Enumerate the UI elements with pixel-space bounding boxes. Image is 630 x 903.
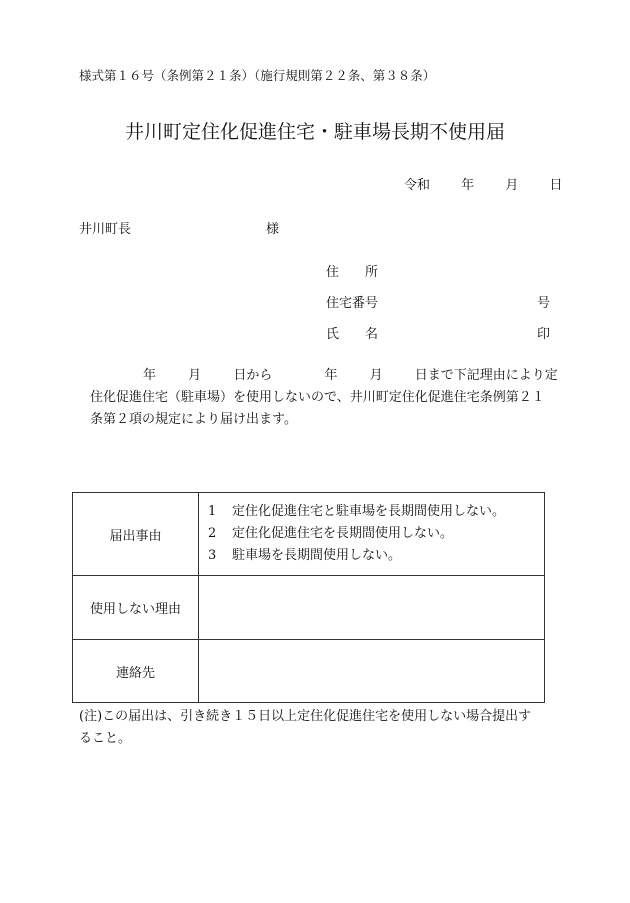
table-header-reason: 届出事由: [73, 493, 199, 576]
footnote-line-1: (注)この届出は、引き続き１５日以上定住化促進住宅を使用しない場合提出す: [79, 709, 532, 724]
addressee-honorific: 様: [266, 222, 280, 237]
table-row-reason: [73, 493, 545, 576]
statement-month-to: 月: [369, 368, 383, 383]
reason-options: [199, 493, 545, 576]
statement-month-from: 月: [188, 368, 202, 383]
name-label: 氏 名: [326, 327, 379, 342]
statement-year-from: 年: [143, 368, 157, 383]
table-header-non-use-reason: 使用しない理由: [73, 576, 199, 640]
contact-field[interactable]: [199, 640, 545, 703]
date-year: 年: [461, 178, 475, 193]
option-3-text: 駐車場を長期間使用しない。: [232, 548, 402, 563]
option-3-number: 3: [208, 548, 217, 563]
table-row-contact: [73, 640, 545, 703]
document-title: 井川町定住化促進住宅・駐車場長期不使用届: [124, 121, 505, 143]
statement-year-to: 年: [324, 368, 338, 383]
footnote: [79, 706, 559, 750]
date-day: 日: [549, 178, 563, 193]
addressee-name: 井川町長: [79, 222, 132, 237]
option-2: [208, 523, 544, 545]
house-number-suffix: 号: [536, 296, 550, 311]
date-line: [404, 174, 562, 193]
date-era: 令和: [404, 178, 431, 193]
statement-paragraph: [79, 365, 558, 431]
address-label: 住 所: [326, 265, 379, 280]
date-month: 月: [505, 178, 519, 193]
option-2-text: 定住化促進住宅を長期間使用しない。: [232, 526, 454, 541]
table-row-non-use-reason: [73, 576, 545, 640]
option-3: [208, 545, 544, 567]
footnote-line-2: ること。: [79, 731, 132, 746]
addressee: [79, 218, 280, 237]
non-use-reason-field[interactable]: [199, 576, 545, 640]
seal-mark: 印: [536, 327, 550, 342]
notification-table: [72, 492, 545, 703]
option-1-text: 定住化促進住宅と駐車場を長期間使用しない。: [232, 504, 506, 519]
option-1-number: 1: [208, 504, 217, 519]
form-number: 様式第１６号（条例第２１条）（施行規則第２２条、第３８条）: [79, 68, 436, 83]
statement-day-to: 日まで下記理由により定: [414, 368, 558, 383]
statement-line-1: [79, 365, 558, 387]
statement-line-2: 住化促進住宅（駐車場）を使用しないので、井川町定住化促進住宅条例第２１: [90, 390, 545, 405]
house-number-label: 住宅番号: [326, 296, 379, 311]
option-2-number: 2: [208, 526, 217, 541]
statement-day-from: 日から: [233, 368, 273, 383]
statement-line-3: 条第２項の規定により届け出ます。: [90, 412, 297, 427]
option-1: [208, 501, 544, 523]
table-header-contact: 連絡先: [73, 640, 199, 703]
